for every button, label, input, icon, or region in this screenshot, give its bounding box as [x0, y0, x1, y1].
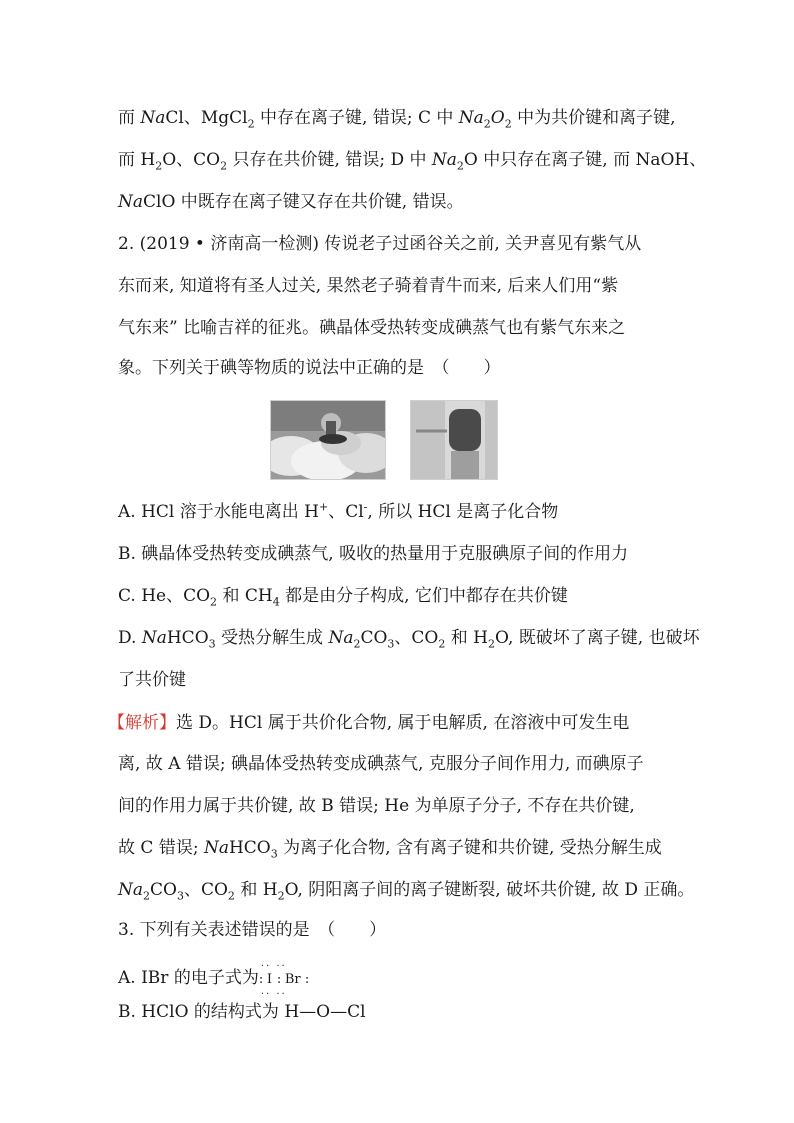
option-b: B. 碘晶体受热转变成碘蒸气, 吸收的热量用于克服碘原子间的作用力 — [118, 544, 629, 564]
option-a: A. HCl 溶于水能电离出 H+、Cl-, 所以 HCl 是离子化合物 — [118, 500, 559, 522]
question-3-option-b: B. HClO 的结构式为 H—O—Cl — [118, 1002, 366, 1022]
question-2-line-2: 东而来, 知道将有圣人过关, 果然老子骑着青牛而来, 后来人们用“紫 — [118, 276, 619, 296]
option-d: D. NaHCO$_3$ 受热分解生成 $Na_2CO_3$、$CO_2$ 和 $H_2O$, 既破坏了离子键, 也破坏 — [118, 628, 700, 651]
analysis-tag: 【解析】 — [108, 713, 176, 733]
analysis-line-4: 故 C 错误; NaHCO$_3$ 为离子化合物, 含有离子键和共价键, 受热分解生成 — [118, 838, 662, 861]
question-2-line-3: 气东来” 比喻吉祥的征兆。碘晶体受热转变成碘蒸气也有紫气东来之 — [118, 318, 626, 338]
analysis-line-2: 离, 故 A 错误; 碘晶体受热转变成碘蒸气, 克服分子间作用力, 而碘原子 — [118, 754, 644, 774]
text-line-2: 而 $H_2O$、$CO_2$ 只存在共价键, 错误; D 中 $Na_2O$ 中只存在离子键, 而 NaOH、 — [118, 150, 707, 173]
option-c: C. He、$CO_2$ 和 $CH_4$ 都是由分子构成, 它们中都存在共价键 — [118, 586, 568, 609]
laozi-clouds-photo — [270, 400, 386, 480]
text-line-1: 而 NaCl、MgCl$_2$ 中存在离子键, 错误; C 中 $Na_2O_2$ 中为共价键和离子键, — [118, 108, 676, 131]
analysis-line-3: 间的作用力属于共价键, 故 B 错误; He 为单原子分子, 不存在共价键, — [118, 796, 635, 816]
question-2-line-1: 2. (2019 • 济南高一检测) 传说老子过函谷关之前, 关尹喜见有紫气从 — [118, 234, 642, 254]
question-3-option-a: A. IBr 的电子式为 .. .. : I : Br : .. .. — [118, 966, 321, 990]
option-d-continued: 了共价键 — [118, 670, 186, 690]
ibr-electron-formula: .. .. : I : Br : .. .. — [258, 958, 310, 997]
text-line-3: NaClO 中既存在离子键又存在共价键, 错误。 — [118, 192, 464, 212]
analysis-line-1: 【解析】选 D。HCl 属于共价化合物, 属于电解质, 在溶液中可发生电 — [108, 713, 630, 733]
analysis-line-5: $Na_2CO_3$、$CO_2$ 和 $H_2O$, 阴阳离子间的离子键断裂, 破坏共价键, 故 D 正确。 — [118, 880, 695, 903]
question-2-line-4: 象。下列关于碘等物质的说法中正确的是 （ ） — [118, 358, 501, 378]
question-3: 3. 下列有关表述错误的是 （ ） — [118, 920, 387, 940]
iodine-tube-photo — [410, 400, 498, 480]
